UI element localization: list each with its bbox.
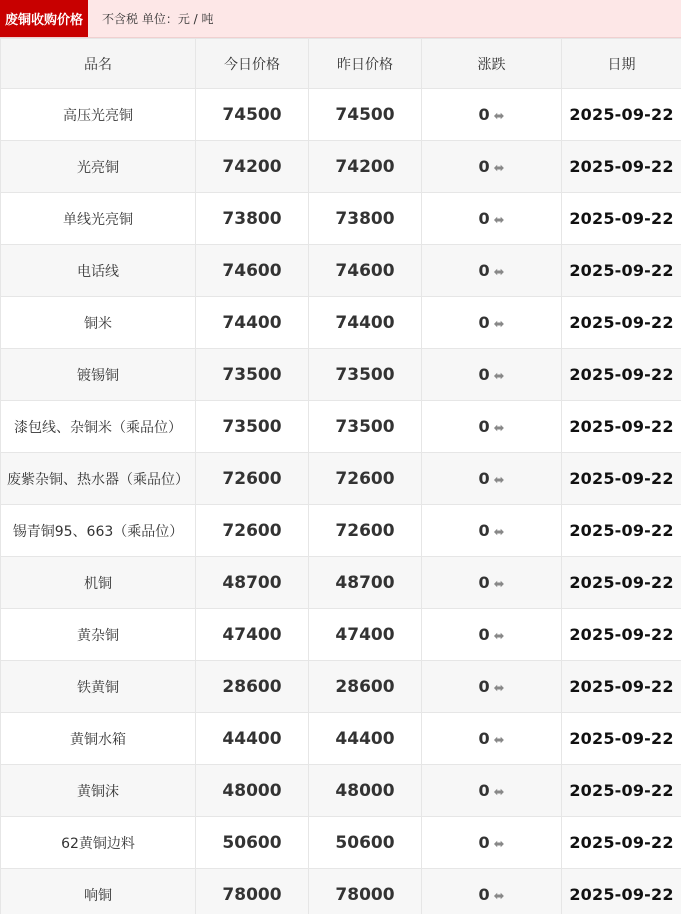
change-value: 0 — [478, 365, 490, 384]
product-name: 高压光亮铜 — [1, 89, 196, 141]
yesterday-price: 74600 — [309, 245, 422, 297]
product-name: 响铜 — [1, 869, 196, 914]
price-date: 2025-09-22 — [562, 609, 681, 661]
column-header-yesterday: 昨日价格 — [309, 39, 422, 89]
today-price: 74500 — [196, 89, 309, 141]
table-row — [1, 297, 681, 349]
left-right-arrow-icon: ⬌ — [493, 213, 505, 228]
price-date: 2025-09-22 — [562, 245, 681, 297]
left-right-arrow-icon: ⬌ — [493, 733, 505, 748]
table-row — [1, 245, 681, 297]
table-body — [1, 89, 681, 914]
change-value: 0 — [478, 261, 490, 280]
change-value: 0 — [478, 105, 490, 124]
change-value: 0 — [478, 573, 490, 592]
yesterday-price: 73500 — [309, 401, 422, 453]
change-value: 0 — [478, 313, 490, 332]
price-change — [422, 817, 562, 869]
left-right-arrow-icon: ⬌ — [493, 161, 505, 176]
change-value: 0 — [478, 625, 490, 644]
today-price: 73500 — [196, 401, 309, 453]
left-right-arrow-icon: ⬌ — [493, 889, 505, 904]
table-row — [1, 765, 681, 817]
left-right-arrow-icon: ⬌ — [493, 109, 505, 124]
price-change — [422, 869, 562, 914]
column-header-name: 品名 — [1, 39, 196, 89]
left-right-arrow-icon: ⬌ — [493, 369, 505, 384]
yesterday-price: 72600 — [309, 453, 422, 505]
table-row — [1, 869, 681, 914]
change-value: 0 — [478, 417, 490, 436]
table-row — [1, 713, 681, 765]
today-price: 28600 — [196, 661, 309, 713]
price-date: 2025-09-22 — [562, 141, 681, 193]
product-name: 废紫杂铜、热水器（乘品位） — [1, 453, 196, 505]
table-row — [1, 89, 681, 141]
price-change — [422, 765, 562, 817]
price-date: 2025-09-22 — [562, 193, 681, 245]
today-price: 78000 — [196, 869, 309, 914]
unit-note: 不含税 单位：元 / 吨 — [102, 12, 214, 26]
change-value: 0 — [478, 157, 490, 176]
yesterday-price: 74200 — [309, 141, 422, 193]
price-date: 2025-09-22 — [562, 505, 681, 557]
table-row — [1, 505, 681, 557]
left-right-arrow-icon: ⬌ — [493, 317, 505, 332]
today-price: 73500 — [196, 349, 309, 401]
table-header-row — [1, 39, 681, 89]
change-value: 0 — [478, 729, 490, 748]
price-change — [422, 713, 562, 765]
change-value: 0 — [478, 677, 490, 696]
price-date: 2025-09-22 — [562, 89, 681, 141]
today-price: 48000 — [196, 765, 309, 817]
price-change — [422, 401, 562, 453]
price-change — [422, 89, 562, 141]
price-change — [422, 349, 562, 401]
price-date: 2025-09-22 — [562, 557, 681, 609]
yesterday-price: 72600 — [309, 505, 422, 557]
price-date: 2025-09-22 — [562, 817, 681, 869]
product-name: 铁黄铜 — [1, 661, 196, 713]
yesterday-price: 48700 — [309, 557, 422, 609]
price-tab[interactable]: 废铜收购价格 — [0, 0, 88, 37]
yesterday-price: 44400 — [309, 713, 422, 765]
price-date: 2025-09-22 — [562, 401, 681, 453]
today-price: 47400 — [196, 609, 309, 661]
left-right-arrow-icon: ⬌ — [493, 421, 505, 436]
yesterday-price: 47400 — [309, 609, 422, 661]
price-change — [422, 453, 562, 505]
price-change — [422, 557, 562, 609]
price-date: 2025-09-22 — [562, 869, 681, 914]
today-price: 50600 — [196, 817, 309, 869]
product-name: 62黄铜边料 — [1, 817, 196, 869]
product-name: 铜米 — [1, 297, 196, 349]
yesterday-price: 74400 — [309, 297, 422, 349]
product-name: 光亮铜 — [1, 141, 196, 193]
product-name: 锡青铜95、663（乘品位） — [1, 505, 196, 557]
table-row — [1, 817, 681, 869]
product-name: 机铜 — [1, 557, 196, 609]
today-price: 48700 — [196, 557, 309, 609]
product-name: 黄杂铜 — [1, 609, 196, 661]
table-row — [1, 193, 681, 245]
price-date: 2025-09-22 — [562, 453, 681, 505]
product-name: 电话线 — [1, 245, 196, 297]
table-row — [1, 609, 681, 661]
left-right-arrow-icon: ⬌ — [493, 785, 505, 800]
product-name: 镀锡铜 — [1, 349, 196, 401]
column-header-date: 日期 — [562, 39, 681, 89]
price-table — [0, 38, 681, 914]
table-row — [1, 557, 681, 609]
product-name: 黄铜水箱 — [1, 713, 196, 765]
price-change — [422, 609, 562, 661]
table-row — [1, 661, 681, 713]
price-change — [422, 661, 562, 713]
change-value: 0 — [478, 209, 490, 228]
left-right-arrow-icon: ⬌ — [493, 525, 505, 540]
price-date: 2025-09-22 — [562, 713, 681, 765]
left-right-arrow-icon: ⬌ — [493, 837, 505, 852]
left-right-arrow-icon: ⬌ — [493, 265, 505, 280]
today-price: 72600 — [196, 505, 309, 557]
table-row — [1, 349, 681, 401]
price-date: 2025-09-22 — [562, 661, 681, 713]
change-value: 0 — [478, 833, 490, 852]
yesterday-price: 74500 — [309, 89, 422, 141]
change-value: 0 — [478, 885, 490, 904]
change-value: 0 — [478, 469, 490, 488]
yesterday-price: 28600 — [309, 661, 422, 713]
price-date: 2025-09-22 — [562, 297, 681, 349]
change-value: 0 — [478, 781, 490, 800]
today-price: 72600 — [196, 453, 309, 505]
table-row — [1, 141, 681, 193]
yesterday-price: 50600 — [309, 817, 422, 869]
price-date: 2025-09-22 — [562, 349, 681, 401]
product-name: 单线光亮铜 — [1, 193, 196, 245]
price-change — [422, 193, 562, 245]
product-name: 黄铜沫 — [1, 765, 196, 817]
price-change — [422, 505, 562, 557]
column-header-today: 今日价格 — [196, 39, 309, 89]
yesterday-price: 48000 — [309, 765, 422, 817]
left-right-arrow-icon: ⬌ — [493, 473, 505, 488]
price-change — [422, 297, 562, 349]
price-header-bar — [0, 0, 681, 38]
today-price: 74200 — [196, 141, 309, 193]
price-date: 2025-09-22 — [562, 765, 681, 817]
product-name: 漆包线、杂铜米（乘品位） — [1, 401, 196, 453]
today-price: 74400 — [196, 297, 309, 349]
left-right-arrow-icon: ⬌ — [493, 629, 505, 644]
today-price: 74600 — [196, 245, 309, 297]
yesterday-price: 73500 — [309, 349, 422, 401]
yesterday-price: 78000 — [309, 869, 422, 914]
table-row — [1, 453, 681, 505]
today-price: 44400 — [196, 713, 309, 765]
yesterday-price: 73800 — [309, 193, 422, 245]
price-change — [422, 141, 562, 193]
price-change — [422, 245, 562, 297]
today-price: 73800 — [196, 193, 309, 245]
left-right-arrow-icon: ⬌ — [493, 577, 505, 592]
left-right-arrow-icon: ⬌ — [493, 681, 505, 696]
change-value: 0 — [478, 521, 490, 540]
table-row — [1, 401, 681, 453]
column-header-change: 涨跌 — [422, 39, 562, 89]
